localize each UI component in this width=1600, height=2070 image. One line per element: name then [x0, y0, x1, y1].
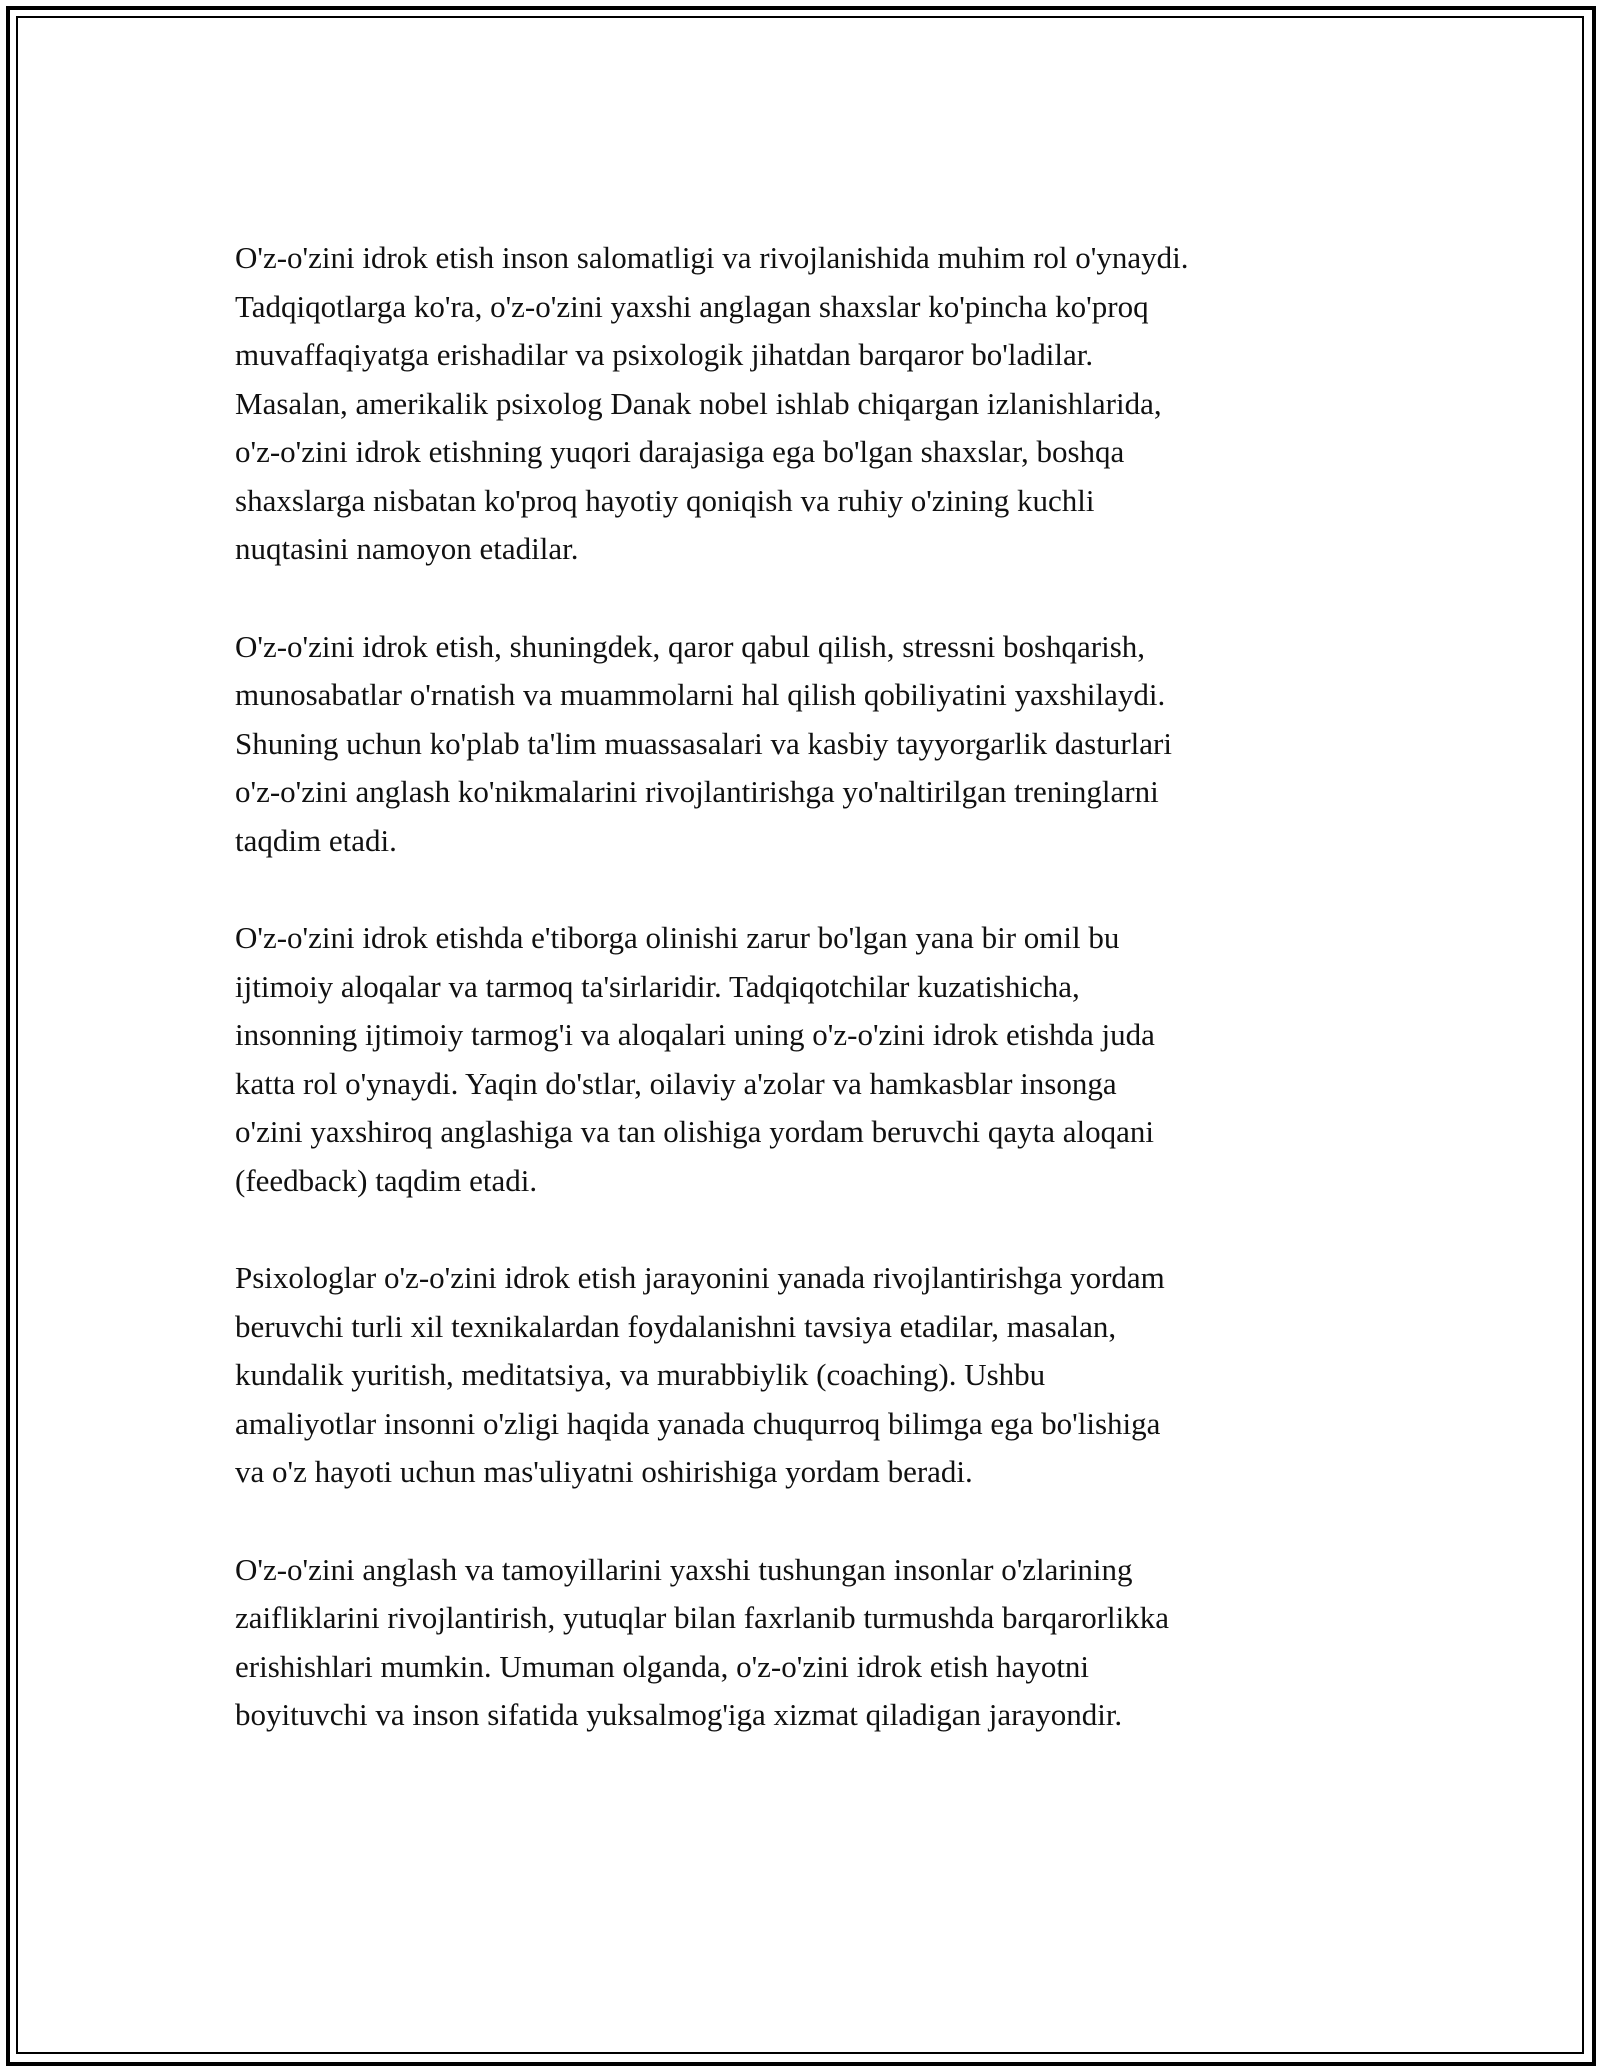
paragraph-3: [235, 914, 1375, 1205]
document-body: [235, 234, 1375, 1789]
text-line: Masalan, amerikalik psixolog Danak nobel ishlab chiqargan izlanishlarida,: [235, 385, 1162, 421]
text-line: O'z-o'zini idrok etish, shuningdek, qaror qabul qilish, stressni boshqarish,: [235, 628, 1146, 664]
paragraph-5: [235, 1546, 1375, 1740]
text-line: amaliyotlar insonni o'zligi haqida yanada chuqurroq bilimga ega bo'lishiga: [235, 1405, 1161, 1441]
text-line: shaxslarga nisbatan ko'proq hayotiy qoniqish va ruhiy o'zining kuchli: [235, 482, 1095, 518]
text-line: insonning ijtimoiy tarmog'i va aloqalari uning o'z-o'zini idrok etishda juda: [235, 1017, 1155, 1052]
paragraph-4: [235, 1254, 1375, 1497]
text-line: va o'z hayoti uchun mas'uliyatni oshirishiga yordam beradi.: [235, 1454, 973, 1489]
text-line: o'z-o'zini anglash ko'nikmalarini rivojlantirishga yo'naltirilgan treninglarni: [235, 774, 1159, 809]
text-line: katta rol o'ynaydi. Yaqin do'stlar, oilaviy a'zolar va hamkasblar insonga: [235, 1065, 1117, 1101]
paragraph-2: [235, 623, 1375, 866]
text-line: munosabatlar o'rnatish va muammolarni hal qilish qobiliyatini yaxshilaydi.: [235, 677, 1166, 712]
text-line: O'z-o'zini anglash va tamoyillarini yaxshi tushungan insonlar o'zlarining: [235, 1551, 1133, 1587]
text-line: beruvchi turli xil texnikalardan foydalanishni tavsiya etadilar, masalan,: [235, 1308, 1117, 1344]
text-line: Tadqiqotlarga ko'ra, o'z-o'zini yaxshi anglagan shaxslar ko'pincha ko'proq: [235, 288, 1149, 324]
text-line: ijtimoiy aloqalar va tarmoq ta'sirlaridir. Tadqiqotchilar kuzatishicha,: [235, 968, 1080, 1004]
text-line: kundalik yuritish, meditatsiya, va murabbiylik (coaching). Ushbu: [235, 1357, 1046, 1392]
text-line: boyituvchi va inson sifatida yuksalmog'iga xizmat qiladigan jarayondir.: [235, 1697, 1123, 1732]
paragraph-1: [235, 234, 1375, 574]
text-line: o'z-o'zini idrok etishning yuqori darajasiga ega bo'lgan shaxslar, boshqa: [235, 434, 1125, 469]
text-line: (feedback) taqdim etadi.: [235, 1162, 538, 1198]
text-line: O'z-o'zini idrok etishda e'tiborga olinishi zarur bo'lgan yana bir omil bu: [235, 920, 1120, 955]
text-line: muvaffaqiyatga erishadilar va psixologik jihatdan barqaror bo'ladilar.: [235, 337, 1094, 372]
text-line: taqdim etadi.: [235, 822, 397, 858]
text-line: o'zini yaxshiroq anglashiga va tan olishiga yordam beruvchi qayta aloqani: [235, 1114, 1154, 1149]
text-line: nuqtasini namoyon etadilar.: [235, 531, 579, 566]
text-line: O'z-o'zini idrok etish inson salomatligi va rivojlanishida muhim rol o'ynaydi.: [235, 240, 1189, 275]
text-line: erishishlari mumkin. Umuman olganda, o'z-o'zini idrok etish hayotni: [235, 1648, 1090, 1684]
text-line: Psixologlar o'z-o'zini idrok etish jarayonini yanada rivojlantirishga yordam: [235, 1260, 1165, 1295]
text-line: zaifliklarini rivojlantirish, yutuqlar bilan faxrlanib turmushda barqarorlikka: [235, 1600, 1170, 1635]
text-line: Shuning uchun ko'plab ta'lim muassasalari va kasbiy tayyorgarlik dasturlari: [235, 725, 1172, 761]
